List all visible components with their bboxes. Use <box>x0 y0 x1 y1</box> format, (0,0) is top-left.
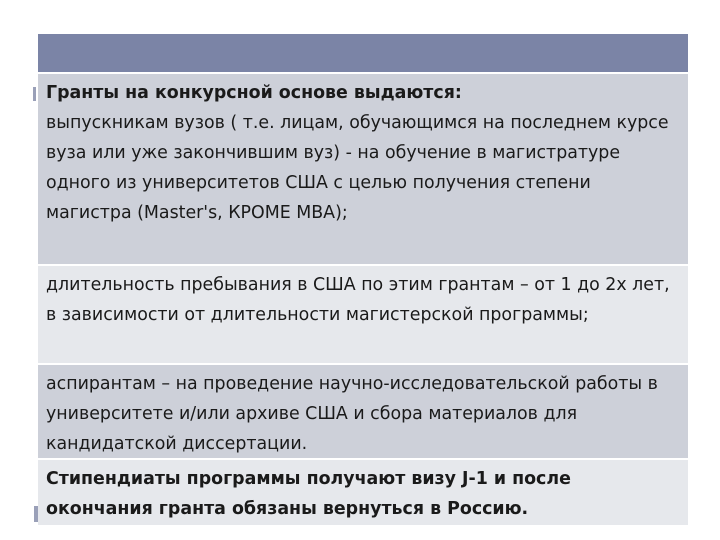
row-text: длительность пребывания в США по этим грантам – от 1 до 2х лет, в зависимости от длительности магистерской программы; <box>46 275 670 325</box>
left-accent-mark <box>33 87 36 101</box>
table-row <box>38 365 688 460</box>
row-heading: Гранты на конкурсной основе выдаются: <box>46 83 462 103</box>
content-table <box>38 34 688 525</box>
table-row <box>38 74 688 266</box>
row-text-bold: Стипендиаты программы получают визу J-1 и после окончания гранта обязаны вернуться в Россию. <box>46 469 571 519</box>
table-row <box>38 266 688 365</box>
row-text: аспирантам – на проведение научно-исследовательской работы в университете и/или архиве США и сбора материалов для кандидатской диссертации. <box>46 374 658 454</box>
table-row <box>38 460 688 525</box>
row-text: выпускникам вузов ( т.е. лицам, обучающимся на последнем курсе вуза или уже закончившим вуз) - на обучение в магистратуре одного из университетов США с целью получения степени магистра (Master's, КРОМЕ МВА); <box>46 113 669 223</box>
table-header-bar <box>38 34 688 74</box>
